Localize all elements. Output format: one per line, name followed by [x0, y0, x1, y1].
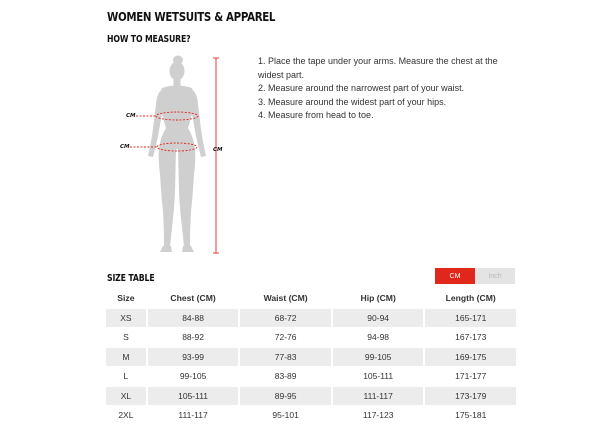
- column-header-length: Length (CM): [445, 293, 496, 303]
- waist-cell: 77-83: [240, 348, 331, 366]
- waist-cell: 83-89: [274, 371, 297, 382]
- size-table-title: SIZE TABLE: [107, 273, 155, 284]
- hip-cell: 90-94: [333, 309, 424, 327]
- column-header-waist: Waist (CM): [263, 293, 308, 303]
- length-cell: 165-171: [425, 309, 516, 327]
- woman-silhouette-illustration: [120, 52, 230, 262]
- table-row: [106, 406, 516, 426]
- length-cell: 173-179: [425, 387, 516, 405]
- hip-cm-tag: CM: [120, 144, 130, 150]
- table-row: [106, 347, 516, 367]
- instruction-line: 3. Measure around the widest part of your hips.: [258, 96, 447, 107]
- instruction-line: widest part.: [258, 69, 305, 80]
- column-header-hip: Hip (CM): [360, 293, 396, 303]
- size-cell: XS: [106, 309, 146, 327]
- size-cell: M: [106, 348, 146, 366]
- body-measurement-figure: [120, 52, 230, 262]
- size-table: [106, 288, 516, 425]
- chest-cell: 84-88: [148, 309, 239, 327]
- section-title-how-to-measure: HOW TO MEASURE?: [107, 34, 191, 45]
- unit-toggle: [435, 268, 515, 284]
- measure-instructions: [258, 55, 528, 123]
- chest-cell: 88-92: [182, 332, 204, 343]
- size-cell: 2XL: [118, 410, 134, 421]
- hip-cell: 117-123: [362, 410, 394, 421]
- table-row: [106, 386, 516, 406]
- waist-cell: 95-101: [272, 410, 299, 421]
- hip-cell: 105-111: [363, 371, 394, 382]
- size-cell: S: [123, 332, 129, 343]
- hip-cell: 99-105: [333, 348, 424, 366]
- length-cell: 175-181: [455, 410, 487, 421]
- unit-inch-button[interactable]: Inch: [475, 268, 515, 284]
- size-cell: XL: [106, 387, 146, 405]
- instruction-line: 2. Measure around the narrowest part of your waist.: [258, 83, 465, 93]
- waist-cell: 72-76: [274, 332, 297, 343]
- chest-cm-tag: CM: [126, 113, 136, 119]
- column-header-chest: Chest (CM): [170, 293, 216, 303]
- page-title: WOMEN WETSUITS & APPAREL: [107, 9, 276, 24]
- length-cell: 171-177: [455, 371, 487, 382]
- waist-cell: 68-72: [240, 309, 331, 327]
- length-cell: 169-175: [425, 348, 516, 366]
- length-cm-tag: CM: [213, 147, 223, 153]
- waist-cell: 89-95: [240, 387, 331, 405]
- column-header-size: Size: [117, 293, 135, 303]
- chest-cell: 99-105: [179, 371, 207, 382]
- table-header-row: [106, 288, 516, 308]
- hip-cell: 94-98: [367, 332, 390, 343]
- chest-cell: 111-117: [178, 410, 208, 421]
- chest-cell: 105-111: [148, 387, 239, 405]
- instruction-line: 1. Place the tape under your arms. Measure the chest at the: [258, 56, 498, 66]
- table-row: [106, 308, 516, 328]
- instruction-line: 4. Measure from head to toe.: [258, 110, 374, 120]
- unit-cm-button[interactable]: CM: [435, 268, 475, 284]
- hip-cell: 111-117: [333, 387, 424, 405]
- table-row: [106, 367, 516, 387]
- table-row: [106, 328, 516, 348]
- length-cell: 167-173: [455, 332, 487, 343]
- size-cell: L: [123, 371, 129, 382]
- chest-cell: 93-99: [148, 348, 239, 366]
